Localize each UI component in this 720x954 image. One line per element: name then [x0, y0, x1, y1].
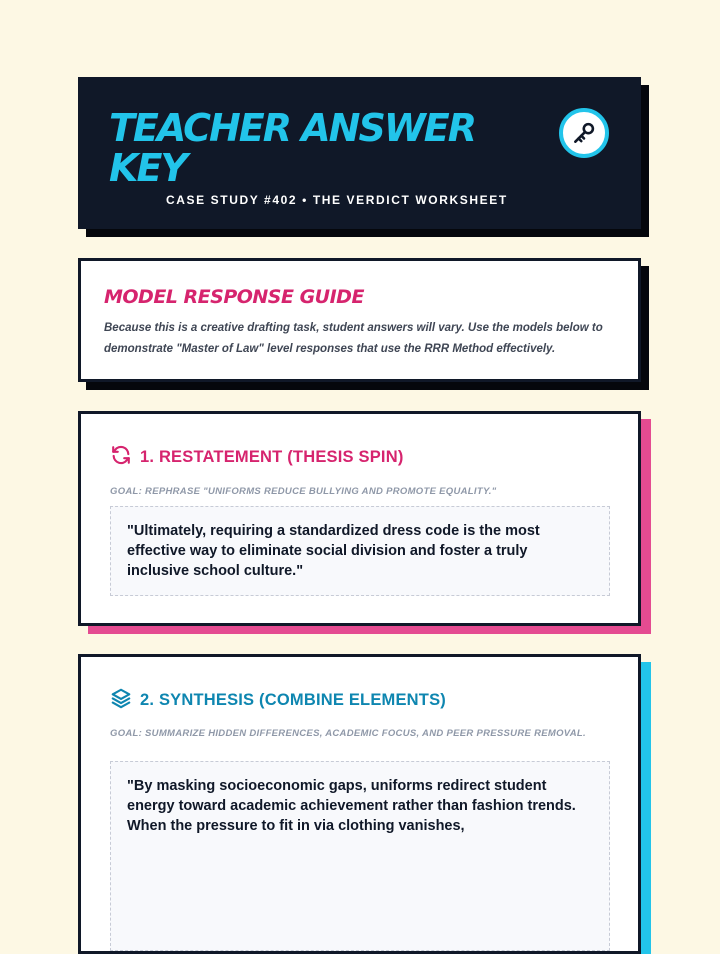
- section-header: [110, 687, 446, 714]
- answer-box: [110, 506, 610, 596]
- key-icon: [559, 108, 609, 158]
- refresh-icon: [110, 444, 132, 471]
- section-header: [110, 444, 404, 471]
- guide-card: [78, 258, 641, 382]
- section-restatement: [78, 411, 641, 626]
- section-goal: GOAL: REPHRASE "UNIFORMS REDUCE BULLYING AND PROMOTE EQUALITY.": [110, 486, 497, 497]
- guide-description: Because this is a creative drafting task, student answers will vary. Use the models below to demonstrate "Master of Law" level responses that use the RRR Method effectively.: [104, 322, 603, 355]
- section-title: 2. SYNTHESIS (COMBINE ELEMENTS): [140, 691, 446, 709]
- section-goal: GOAL: SUMMARIZE HIDDEN DIFFERENCES, ACADEMIC FOCUS, AND PEER PRESSURE REMOVAL.: [110, 728, 586, 739]
- page-title: TEACHER ANSWER KEY: [109, 106, 475, 190]
- answer-box: [110, 761, 610, 951]
- model-answer: "By masking socioeconomic gaps, uniforms redirect student energy toward academic achievement rather than fashion trends. When the pressure to fit in via clothing vanishes,: [127, 778, 576, 834]
- section-title: 1. RESTATEMENT (THESIS SPIN): [140, 448, 404, 466]
- section-synthesis: [78, 654, 641, 954]
- guide-title: MODEL RESPONSE GUIDE: [104, 286, 364, 308]
- header-card: [78, 77, 641, 229]
- model-answer: "Ultimately, requiring a standardized dress code is the most effective way to eliminate social division and foster a truly inclusive school culture.": [127, 523, 540, 579]
- page-subtitle: CASE STUDY #402 • THE VERDICT WORKSHEET: [166, 193, 508, 207]
- layers-icon: [110, 687, 132, 714]
